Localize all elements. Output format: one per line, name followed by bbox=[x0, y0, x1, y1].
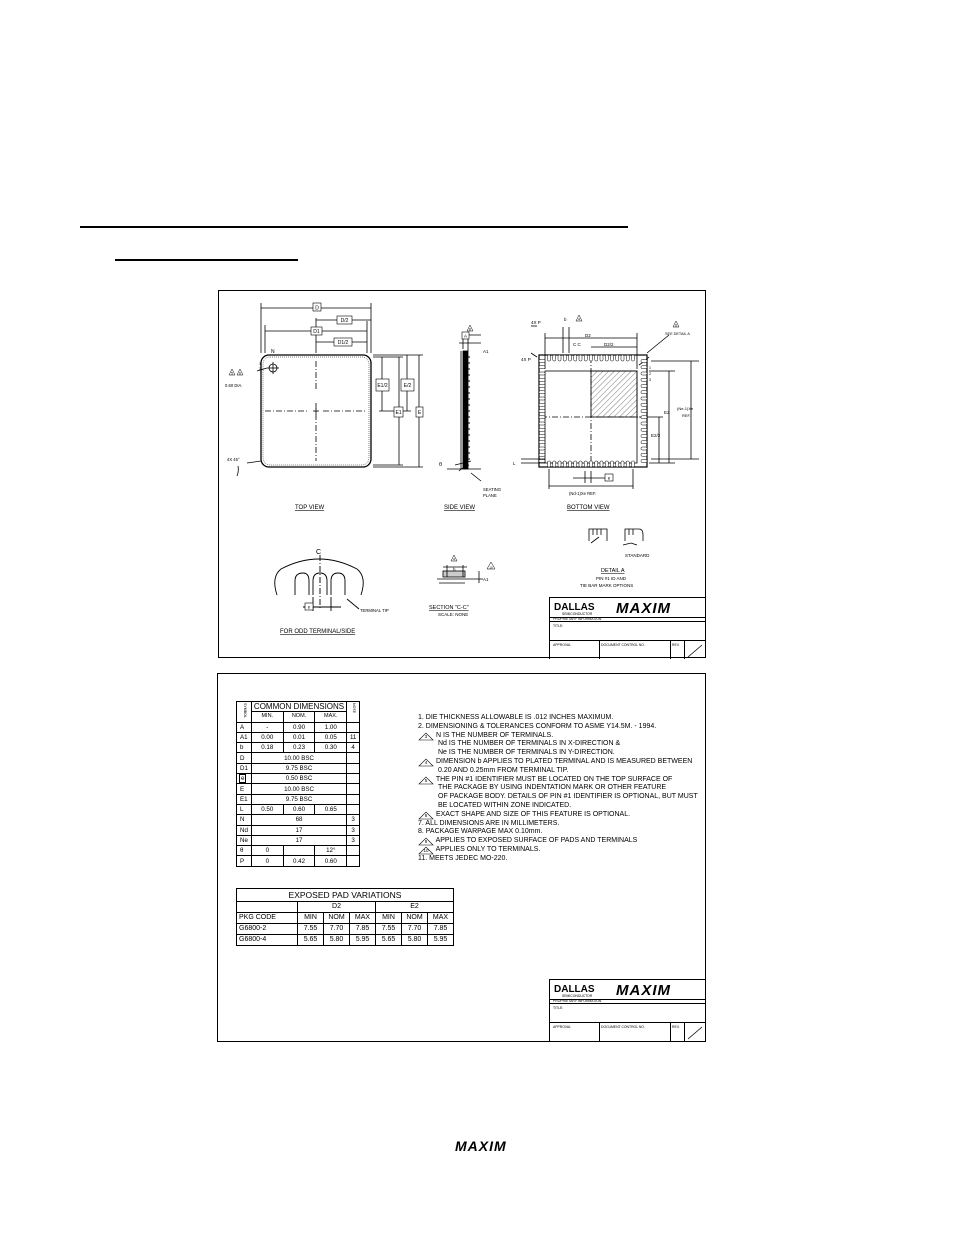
dim-value: 10.00 BSC bbox=[251, 784, 346, 794]
dim-D1-half: D1/2 bbox=[337, 340, 349, 346]
d2-header: D2 bbox=[298, 902, 376, 913]
terminal-pad bbox=[616, 461, 619, 467]
pad-value: 5.95 bbox=[350, 935, 376, 946]
table-row bbox=[237, 935, 454, 946]
pad-value: 5.80 bbox=[324, 935, 350, 946]
pad-value: 5.65 bbox=[298, 935, 324, 946]
terminal-pad bbox=[539, 397, 545, 400]
terminal-pad bbox=[641, 435, 647, 438]
table-row bbox=[237, 815, 360, 825]
terminal-pad bbox=[616, 355, 619, 361]
terminal-pad bbox=[553, 355, 556, 361]
terminal-pad bbox=[641, 453, 647, 456]
terminal-pad bbox=[563, 355, 566, 361]
dim-symbol: b bbox=[237, 743, 252, 753]
bv-ne-ref2: REF. bbox=[682, 413, 691, 418]
rev-label-2: REV. bbox=[672, 1025, 680, 1029]
rev-label: REV. bbox=[672, 643, 680, 647]
dim-value: 68 bbox=[251, 815, 346, 825]
terminal-pad bbox=[611, 461, 614, 467]
pad-col-header: MAX bbox=[350, 913, 376, 924]
terminal-pad bbox=[558, 461, 561, 467]
terminal-pad bbox=[558, 355, 561, 361]
pin1-dia-label: 0.60 DIA. bbox=[225, 383, 243, 388]
bv-see-tag: 6 bbox=[675, 323, 677, 328]
odd-centerline: C bbox=[316, 549, 322, 556]
dim-symbol: L bbox=[237, 804, 252, 814]
terminal-pad bbox=[539, 441, 545, 444]
table-row bbox=[237, 743, 360, 753]
note-line: 10 APPLIES ONLY TO TERMINALS. bbox=[418, 846, 698, 855]
bv-E2-label: E2 bbox=[664, 410, 670, 415]
terminal-pad bbox=[595, 461, 598, 467]
dim-value: 9.75 BSC bbox=[251, 763, 346, 773]
odd-label: FOR ODD TERMINAL/SIDE bbox=[280, 629, 356, 635]
terminal-pad bbox=[579, 461, 582, 467]
note-line: Nd IS THE NUMBER OF TERMINALS IN X-DIRECTION & bbox=[438, 740, 621, 748]
table-row bbox=[237, 784, 360, 794]
pkg-blank bbox=[237, 902, 298, 913]
drawing-sheet-1 bbox=[218, 290, 706, 658]
dallas-logo: DALLAS bbox=[554, 602, 595, 613]
table-row bbox=[237, 774, 360, 784]
side-theta: θ bbox=[439, 462, 443, 468]
table-row bbox=[237, 835, 360, 845]
note-line: 4 DIMENSION b APPLIES TO PLATED TERMINAL AND IS MEASURED BETWEEN bbox=[418, 758, 698, 767]
side-dim-A: A bbox=[463, 333, 468, 339]
terminal-pad bbox=[626, 355, 629, 361]
top-note-tag-6: 6 bbox=[239, 371, 241, 376]
proprietary-info: PROPRIETARY INFORMATION bbox=[553, 617, 602, 621]
drawing-sheet-2 bbox=[217, 673, 706, 1042]
terminal-pad bbox=[539, 372, 545, 375]
terminal-pad bbox=[641, 360, 647, 363]
detail-sub-2: TIE BAR MARK OPTIONS bbox=[580, 583, 634, 588]
terminal-pad bbox=[579, 355, 582, 361]
bv-pin2: 2 bbox=[649, 372, 651, 376]
dim-min: 0 bbox=[251, 856, 283, 866]
terminal-pad bbox=[595, 355, 598, 361]
seating-label-2: PLANE bbox=[483, 493, 497, 498]
dim-note bbox=[347, 753, 360, 763]
detail-sub-1: PIN #1 ID AND bbox=[596, 576, 627, 581]
terminal-pad bbox=[641, 416, 647, 419]
pad-col-header: MIN bbox=[298, 913, 324, 924]
terminal-pad bbox=[553, 461, 556, 467]
bv-b-tag: 4 bbox=[578, 317, 580, 322]
bv-pin1: 1 bbox=[649, 366, 651, 370]
note-tag: 5 bbox=[424, 777, 428, 783]
common-col-header: MIN. bbox=[251, 712, 283, 722]
maxim-logo: MAXIM bbox=[616, 600, 671, 617]
bv-cc-label: C C bbox=[573, 342, 581, 347]
note-line: BE LOCATED WITHIN ZONE INDICATED. bbox=[438, 801, 572, 809]
title-block-2 bbox=[549, 979, 706, 1041]
terminal-pad bbox=[590, 355, 593, 361]
pin-N-label: N bbox=[271, 349, 275, 355]
odd-terminal-tip: TERMINAL TIP bbox=[360, 608, 389, 613]
bv-4xp-left: 4X P bbox=[521, 357, 531, 362]
section-tag-10: 10 bbox=[489, 565, 493, 570]
terminal-pad bbox=[626, 461, 629, 467]
terminal-pad bbox=[539, 366, 545, 369]
terminal-pad bbox=[548, 461, 551, 467]
terminal-pad bbox=[590, 461, 593, 467]
common-title: COMMON DIMENSIONS bbox=[251, 702, 346, 712]
dim-symbol: E1 bbox=[237, 794, 252, 804]
note-tag: 3 bbox=[424, 733, 428, 739]
dim-note: 3 bbox=[347, 835, 360, 845]
bv-pin3: 3 bbox=[649, 378, 651, 382]
terminal-pad bbox=[641, 385, 647, 388]
table-row bbox=[237, 856, 360, 866]
dim-symbol: D1 bbox=[237, 763, 252, 773]
top-note-tag-5: 5 bbox=[231, 371, 233, 376]
terminal-pad bbox=[641, 410, 647, 413]
bv-4xp-top: 4X P bbox=[531, 320, 541, 325]
note-header: NOTE bbox=[347, 702, 360, 723]
chamfer-label: 4X 45° bbox=[227, 457, 240, 462]
common-col-header: NOM. bbox=[283, 712, 315, 722]
maxim-logo-2: MAXIM bbox=[616, 982, 671, 999]
terminal-pad bbox=[641, 397, 647, 400]
terminal-pad bbox=[539, 391, 545, 394]
section-b: b bbox=[453, 567, 456, 572]
seating-label-1: SEATING bbox=[483, 487, 502, 492]
doc-control-label-2: DOCUMENT CONTROL NO. bbox=[601, 1025, 645, 1029]
dim-value: 17 bbox=[251, 835, 346, 845]
dim-max: 0.05 bbox=[315, 732, 347, 742]
table-row bbox=[237, 763, 360, 773]
dim-symbol: E bbox=[237, 784, 252, 794]
terminal-pad bbox=[569, 355, 572, 361]
note-line: 7. ALL DIMENSIONS ARE IN MILLIMETERS. bbox=[418, 819, 560, 827]
dim-nom: 0.90 bbox=[283, 722, 315, 732]
section-title: SECTION "C-C" bbox=[429, 605, 469, 611]
terminal-pad bbox=[539, 416, 545, 419]
table-row bbox=[237, 753, 360, 763]
dim-E-half: E/2 bbox=[403, 383, 412, 389]
terminal-pad bbox=[539, 403, 545, 406]
table-row bbox=[237, 825, 360, 835]
terminal-pad bbox=[539, 378, 545, 381]
section-cc-drawing bbox=[437, 565, 483, 583]
section-scale: SCALE: NONE bbox=[438, 612, 469, 617]
dim-min: 0.50 bbox=[251, 804, 283, 814]
dim-max: 0.60 bbox=[315, 856, 347, 866]
terminal-pad bbox=[574, 355, 577, 361]
detail-standard: STANDARD bbox=[625, 553, 650, 558]
pin-num-1: 1 bbox=[259, 362, 261, 366]
pad-value: 7.55 bbox=[298, 924, 324, 935]
terminal-pad bbox=[641, 447, 647, 450]
dim-symbol: θ bbox=[237, 846, 252, 856]
exposed-pad-table bbox=[236, 888, 454, 946]
dim-nom: 0.23 bbox=[283, 743, 315, 753]
dim-note: 11 bbox=[347, 732, 360, 742]
dim-value: 10.00 BSC bbox=[251, 753, 346, 763]
heading-rule-long bbox=[80, 226, 628, 228]
bv-E2-half: E2/2 bbox=[651, 433, 661, 438]
terminal-pad bbox=[600, 461, 603, 467]
table-row bbox=[237, 732, 360, 742]
terminal-pad bbox=[584, 461, 587, 467]
dallas-semi: SEMICONDUCTOR bbox=[562, 612, 593, 616]
dim-note bbox=[347, 774, 360, 784]
dim-symbol: D bbox=[237, 753, 252, 763]
dim-nom: 0.60 bbox=[283, 804, 315, 814]
bv-nd-ref: (Nd-1)Xe REF. bbox=[569, 491, 597, 496]
terminal-pad bbox=[569, 461, 572, 467]
pad-value: 5.80 bbox=[402, 935, 428, 946]
terminal-pad bbox=[611, 355, 614, 361]
dim-E1-half: E1/2 bbox=[377, 383, 388, 389]
dim-nom: 0.42 bbox=[283, 856, 315, 866]
common-col-header: MAX. bbox=[315, 712, 347, 722]
dim-min: 0 bbox=[251, 846, 283, 856]
terminal-pad bbox=[584, 355, 587, 361]
odd-e-label: e bbox=[307, 604, 311, 610]
title-label: TITLE: bbox=[553, 624, 564, 628]
detail-a-drawing bbox=[589, 529, 643, 545]
dim-note: 3 bbox=[347, 825, 360, 835]
note-line: 11. MEETS JEDEC MO-220. bbox=[418, 854, 508, 862]
note-line: Ne IS THE NUMBER OF TERMINALS IN Y-DIRECTION. bbox=[438, 749, 615, 757]
bv-D2-label: D2 bbox=[585, 333, 591, 338]
terminal-pad bbox=[641, 422, 647, 425]
dallas-logo-2: DALLAS bbox=[554, 984, 595, 995]
side-dim-A1: A1 bbox=[483, 349, 489, 354]
note-line: 3 N IS THE NUMBER OF TERMINALS. bbox=[418, 732, 698, 741]
terminal-pad bbox=[621, 461, 624, 467]
pad-value: 7.70 bbox=[324, 924, 350, 935]
pad-col-header: MIN bbox=[376, 913, 402, 924]
terminal-pad bbox=[539, 410, 545, 413]
exposed-title: EXPOSED PAD VARIATIONS bbox=[237, 889, 454, 902]
pad-col-header: NOM bbox=[324, 913, 350, 924]
table-row bbox=[237, 924, 454, 935]
terminal-pad bbox=[539, 385, 545, 388]
terminal-pad bbox=[632, 461, 635, 467]
pad-value: 5.95 bbox=[428, 935, 454, 946]
table-row bbox=[237, 722, 360, 732]
terminal-pad bbox=[539, 422, 545, 425]
terminal-pad bbox=[641, 460, 647, 463]
note-tag: 6 bbox=[424, 812, 428, 818]
note-line: 5 THE PIN #1 IDENTIFIER MUST BE LOCATED ON THE TOP SURFACE OF bbox=[418, 776, 698, 785]
dim-symbol: e bbox=[237, 774, 252, 784]
detail-a-title: DETAIL A bbox=[601, 568, 625, 574]
terminal-pad bbox=[641, 391, 647, 394]
dim-min: 0.18 bbox=[251, 743, 283, 753]
dim-D-half: D/2 bbox=[340, 318, 349, 324]
dim-nom bbox=[283, 846, 315, 856]
bottom-view-label: BOTTOM VIEW bbox=[567, 505, 610, 511]
dim-note bbox=[347, 763, 360, 773]
note-line: 8. PACKAGE WARPAGE MAX 0.10mm. bbox=[418, 828, 543, 836]
pad-col-header: MAX bbox=[428, 913, 454, 924]
dim-symbol: P bbox=[237, 856, 252, 866]
note-line: 6 EXACT SHAPE AND SIZE OF THIS FEATURE IS OPTIONAL. bbox=[418, 811, 698, 820]
terminal-pad bbox=[539, 360, 545, 363]
dim-note bbox=[347, 722, 360, 732]
terminal-pad bbox=[641, 372, 647, 375]
heading-rule-short bbox=[115, 259, 298, 261]
terminal-pad bbox=[641, 366, 647, 369]
note-tag: 9 bbox=[424, 839, 428, 845]
table-row bbox=[237, 804, 360, 814]
terminal-pad bbox=[548, 355, 551, 361]
title-block-1 bbox=[549, 597, 706, 659]
side-note-tag-8: 8 bbox=[469, 327, 471, 332]
terminal-pad bbox=[539, 447, 545, 450]
common-dimensions-table bbox=[236, 701, 360, 867]
bv-ne-ref: (Ne-1)Xe bbox=[677, 406, 694, 411]
dim-symbol: A1 bbox=[237, 732, 252, 742]
note-line: 9 APPLIES TO EXPOSED SURFACE OF PADS AND TERMINALS bbox=[418, 837, 698, 846]
dim-note bbox=[347, 784, 360, 794]
pad-value: 5.65 bbox=[376, 935, 402, 946]
note-tag: 10 bbox=[423, 847, 429, 853]
table-row bbox=[237, 794, 360, 804]
dim-note bbox=[347, 846, 360, 856]
pad-value: 7.85 bbox=[428, 924, 454, 935]
dim-max: 0.30 bbox=[315, 743, 347, 753]
section-A1: A1 bbox=[483, 577, 489, 582]
terminal-pad bbox=[621, 355, 624, 361]
note-line: THE PACKAGE BY USING INDENTATION MARK OR OTHER FEATURE bbox=[438, 784, 667, 792]
pad-value: 7.85 bbox=[350, 924, 376, 935]
note-line: 0.20 AND 0.25mm FROM TERMINAL TIP. bbox=[438, 766, 569, 774]
pkg-code: G6800-4 bbox=[237, 935, 298, 946]
dim-max: 12° bbox=[315, 846, 347, 856]
terminal-pad bbox=[632, 355, 635, 361]
side-view-label: SIDE VIEW bbox=[444, 505, 476, 511]
dim-symbol: A bbox=[237, 722, 252, 732]
pad-value: 7.70 bbox=[402, 924, 428, 935]
section-tag-4: 4 bbox=[453, 557, 455, 562]
bv-see-detail: SEE DETAIL A bbox=[665, 332, 690, 336]
terminal-pad bbox=[600, 355, 603, 361]
e2-header: E2 bbox=[376, 902, 454, 913]
dim-E: E bbox=[417, 410, 422, 416]
dim-value: 17 bbox=[251, 825, 346, 835]
approval-label-2: APPROVAL bbox=[553, 1025, 572, 1029]
dim-D: D bbox=[315, 305, 319, 312]
dim-min: - bbox=[251, 722, 283, 732]
note-line: 1. DIE THICKNESS ALLOWABLE IS .012 INCHES MAXIMUM. bbox=[418, 714, 614, 721]
note-line: OF PACKAGE BODY. DETAILS OF PIN #1 IDENTIFIER IS OPTIONAL, BUT MUST bbox=[438, 793, 698, 801]
dim-symbol: N bbox=[237, 815, 252, 825]
pad-col-header: NOM bbox=[402, 913, 428, 924]
bv-L-label: L bbox=[513, 461, 516, 466]
dim-max: 0.65 bbox=[315, 804, 347, 814]
terminal-pad bbox=[641, 441, 647, 444]
doc-control-label: DOCUMENT CONTROL NO. bbox=[601, 643, 645, 647]
dim-min: 0.00 bbox=[251, 732, 283, 742]
bv-b-label: b bbox=[564, 317, 567, 322]
dim-nom: 0.01 bbox=[283, 732, 315, 742]
pkg-code-header: PKG CODE bbox=[237, 913, 298, 924]
title-label-2: TITLE: bbox=[553, 1006, 564, 1010]
dim-value: 9.75 BSC bbox=[251, 794, 346, 804]
dim-note bbox=[347, 856, 360, 866]
dim-note bbox=[347, 804, 360, 814]
pkg-code: G6800-2 bbox=[237, 924, 298, 935]
footer-maxim-logo: MAXIM bbox=[455, 1138, 507, 1154]
symbol-header: SYMBOL bbox=[237, 702, 252, 723]
terminal-pad bbox=[574, 461, 577, 467]
top-view-label: TOP VIEW bbox=[295, 505, 325, 511]
terminal-pad bbox=[539, 460, 545, 463]
bv-D2-half: D2/2 bbox=[604, 342, 614, 347]
odd-terminal-drawing bbox=[275, 555, 364, 611]
terminal-pad bbox=[641, 378, 647, 381]
drawing-notes bbox=[418, 714, 698, 864]
terminal-pad bbox=[539, 453, 545, 456]
proprietary-info-2: PROPRIETARY INFORMATION bbox=[553, 999, 602, 1003]
dallas-semi-2: SEMICONDUCTOR bbox=[562, 994, 593, 998]
bv-e-label: e bbox=[607, 475, 611, 481]
pad-value: 7.55 bbox=[376, 924, 402, 935]
dim-E1: E1 bbox=[395, 410, 402, 416]
dim-note: 3 bbox=[347, 815, 360, 825]
dim-symbol: Nd bbox=[237, 825, 252, 835]
dim-note: 4 bbox=[347, 743, 360, 753]
table-row bbox=[237, 846, 360, 856]
terminal-pad bbox=[539, 435, 545, 438]
dim-symbol: Ne bbox=[237, 835, 252, 845]
terminal-pad bbox=[641, 403, 647, 406]
terminal-pad bbox=[563, 461, 566, 467]
dim-D1: D1 bbox=[313, 329, 320, 335]
note-tag: 4 bbox=[424, 759, 428, 765]
note-line: 2. DIMENSIONING & TOLERANCES CONFORM TO ASME Y14.5M. - 1994. bbox=[418, 722, 657, 730]
dim-note bbox=[347, 794, 360, 804]
terminal-pad bbox=[605, 461, 608, 467]
approval-label: APPROVAL bbox=[553, 643, 572, 647]
pin-num-2: 2 bbox=[259, 367, 261, 371]
dim-max: 1.00 bbox=[315, 722, 347, 732]
terminal-pad bbox=[539, 428, 545, 431]
dim-value: 0.50 BSC bbox=[251, 774, 346, 784]
terminal-pad bbox=[641, 428, 647, 431]
terminal-pad bbox=[605, 355, 608, 361]
